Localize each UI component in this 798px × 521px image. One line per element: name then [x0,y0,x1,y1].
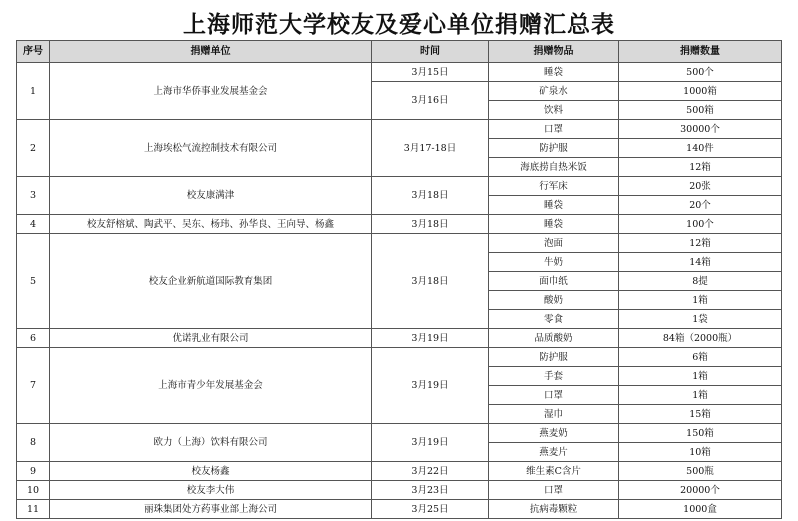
row-item: 牛奶 [489,253,619,272]
row-qty: 12箱 [619,234,782,253]
row-time: 3月17-18日 [372,120,489,177]
row-qty: 500箱 [619,101,782,120]
row-qty: 20个 [619,196,782,215]
row-qty: 6箱 [619,348,782,367]
row-no: 6 [17,329,50,348]
row-qty: 1箱 [619,291,782,310]
donation-table [16,40,782,519]
row-item: 抗病毒颗粒 [489,500,619,519]
row-qty: 500瓶 [619,462,782,481]
row-time: 3月23日 [372,481,489,500]
table-row [17,329,782,348]
row-time: 3月18日 [372,177,489,215]
row-donor: 校友康满津 [50,177,372,215]
row-no: 1 [17,63,50,120]
row-qty: 140件 [619,139,782,158]
row-no: 4 [17,215,50,234]
row-item: 燕麦片 [489,443,619,462]
header-item: 捐赠物品 [489,41,619,63]
header-time: 时间 [372,41,489,63]
row-item: 防护服 [489,139,619,158]
page-title: 上海师范大学校友及爱心单位捐赠汇总表 [183,11,615,38]
row-no: 11 [17,500,50,519]
row-donor: 上海市华侨事业发展基金会 [50,63,372,120]
row-qty: 10箱 [619,443,782,462]
row-qty: 500个 [619,63,782,82]
row-no: 2 [17,120,50,177]
row-donor: 丽珠集团处方药事业部上海公司 [50,500,372,519]
row-item: 睡袋 [489,196,619,215]
row-item: 矿泉水 [489,82,619,101]
row-donor: 校友杨鑫 [50,462,372,481]
row-time: 3月22日 [372,462,489,481]
table-row [17,234,782,253]
row-no: 9 [17,462,50,481]
row-qty: 150箱 [619,424,782,443]
row-item: 泡面 [489,234,619,253]
row-time: 3月15日 [372,63,489,82]
row-item: 酸奶 [489,291,619,310]
table-row [17,462,782,481]
row-qty: 1箱 [619,367,782,386]
row-time: 3月18日 [372,215,489,234]
row-qty: 30000个 [619,120,782,139]
row-qty: 84箱（2000瓶） [619,329,782,348]
table-row [17,215,782,234]
row-donor: 校友李大伟 [50,481,372,500]
row-item: 手套 [489,367,619,386]
row-item: 口罩 [489,120,619,139]
row-qty: 1袋 [619,310,782,329]
row-donor: 校友舒榕斌、陶武平、吴东、杨玮、孙华良、王向导、杨鑫 [50,215,372,234]
row-item: 燕麦奶 [489,424,619,443]
row-no: 8 [17,424,50,462]
table-row [17,177,782,196]
row-no: 7 [17,348,50,424]
row-donor: 优诺乳业有限公司 [50,329,372,348]
row-item: 口罩 [489,386,619,405]
header-no: 序号 [17,41,50,63]
table-row [17,481,782,500]
row-donor: 欧力（上海）饮料有限公司 [50,424,372,462]
row-item: 睡袋 [489,63,619,82]
row-no: 3 [17,177,50,215]
row-donor: 上海市青少年发展基金会 [50,348,372,424]
row-qty: 20张 [619,177,782,196]
header-donor: 捐赠单位 [50,41,372,63]
row-qty: 1箱 [619,386,782,405]
row-item: 饮料 [489,101,619,120]
row-time: 3月25日 [372,500,489,519]
table-row [17,424,782,443]
table-row [17,348,782,367]
row-item: 品质酸奶 [489,329,619,348]
row-time: 3月19日 [372,424,489,462]
table-row [17,120,782,139]
row-item: 零食 [489,310,619,329]
row-qty: 12箱 [619,158,782,177]
row-donor: 上海埃松气流控制技术有限公司 [50,120,372,177]
row-time: 3月19日 [372,329,489,348]
row-item: 睡袋 [489,215,619,234]
row-time: 3月19日 [372,348,489,424]
row-item: 面巾纸 [489,272,619,291]
row-no: 5 [17,234,50,329]
table-row [17,63,782,82]
table-header-row [17,41,782,63]
row-qty: 1000箱 [619,82,782,101]
row-qty: 100个 [619,215,782,234]
row-time: 3月18日 [372,234,489,329]
header-qty: 捐赠数量 [619,41,782,63]
row-item: 湿巾 [489,405,619,424]
row-item: 防护服 [489,348,619,367]
row-item: 海底捞自热米饭 [489,158,619,177]
row-time: 3月16日 [372,82,489,120]
row-qty: 14箱 [619,253,782,272]
row-qty: 15箱 [619,405,782,424]
table-row [17,500,782,519]
row-item: 行军床 [489,177,619,196]
row-item: 口罩 [489,481,619,500]
row-item: 维生素C含片 [489,462,619,481]
row-qty: 8提 [619,272,782,291]
row-qty: 1000盒 [619,500,782,519]
row-qty: 20000个 [619,481,782,500]
row-donor: 校友企业新航道国际教育集团 [50,234,372,329]
row-no: 10 [17,481,50,500]
